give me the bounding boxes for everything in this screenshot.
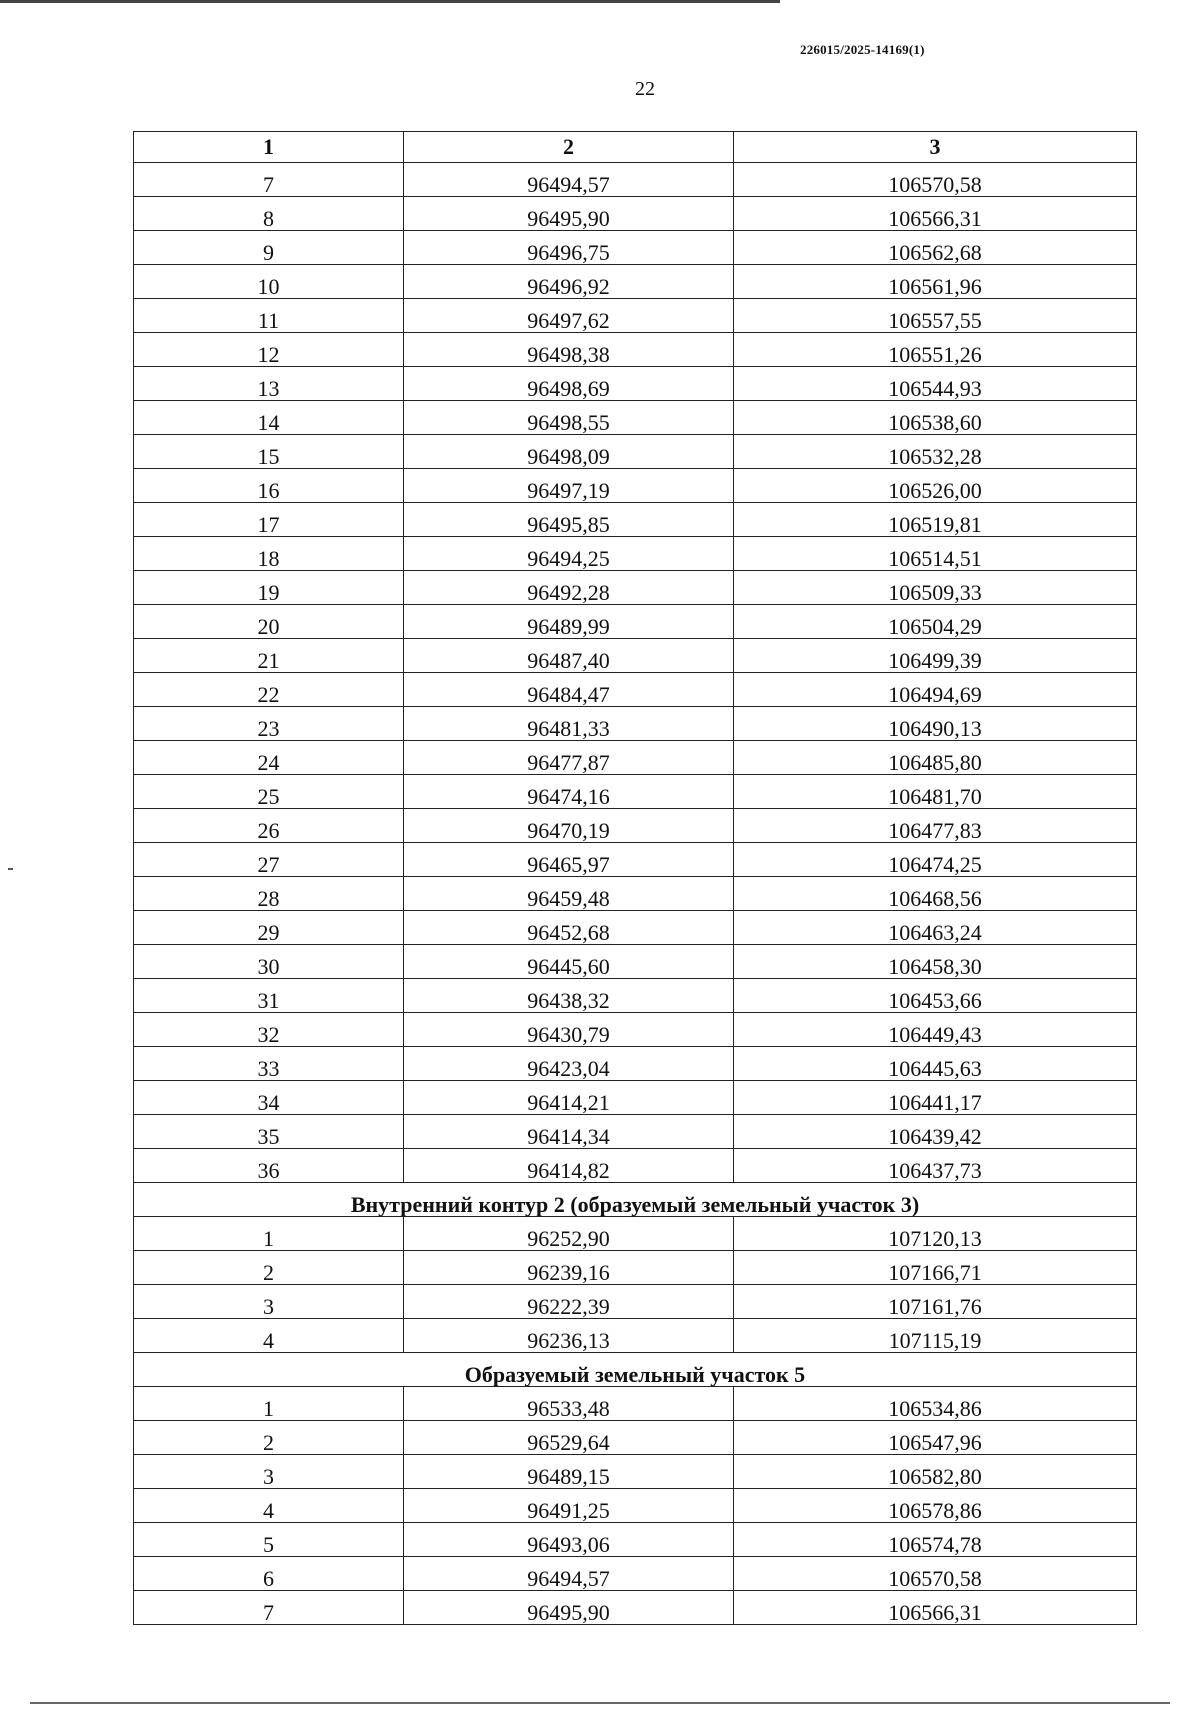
- coordinate-y-cell: 106458,30: [734, 945, 1137, 979]
- coordinate-x-cell: 96452,68: [404, 911, 734, 945]
- point-number-cell: 31: [134, 979, 404, 1013]
- coordinate-y-cell: 106534,86: [734, 1387, 1137, 1421]
- table-row: [134, 605, 1137, 639]
- table-row: [134, 163, 1137, 197]
- point-number-cell: 2: [134, 1421, 404, 1455]
- point-number-cell: 26: [134, 809, 404, 843]
- point-number-cell: 35: [134, 1115, 404, 1149]
- coordinate-x-cell: 96252,90: [404, 1217, 734, 1251]
- table-row: [134, 197, 1137, 231]
- point-number-cell: 12: [134, 333, 404, 367]
- table-row: [134, 231, 1137, 265]
- coordinate-y-cell: 106445,63: [734, 1047, 1137, 1081]
- document-number: 226015/2025-14169(1): [800, 42, 925, 57]
- coordinate-y-cell: 106557,55: [734, 299, 1137, 333]
- coordinate-x-cell: 96430,79: [404, 1013, 734, 1047]
- point-number-cell: 4: [134, 1489, 404, 1523]
- coordinate-y-cell: 106566,31: [734, 197, 1137, 231]
- coordinate-x-cell: 96239,16: [404, 1251, 734, 1285]
- point-number-cell: 32: [134, 1013, 404, 1047]
- coordinate-x-cell: 96236,13: [404, 1319, 734, 1353]
- coordinate-x-cell: 96496,75: [404, 231, 734, 265]
- table-row: [134, 741, 1137, 775]
- coordinate-y-cell: 107115,19: [734, 1319, 1137, 1353]
- coordinate-y-cell: 106449,43: [734, 1013, 1137, 1047]
- point-number-cell: 34: [134, 1081, 404, 1115]
- coordinate-x-cell: 96497,62: [404, 299, 734, 333]
- header-cell-1: 1: [134, 132, 404, 163]
- point-number-cell: 7: [134, 1591, 404, 1625]
- point-number-cell: 9: [134, 231, 404, 265]
- point-number-cell: 24: [134, 741, 404, 775]
- coordinate-x-cell: 96495,90: [404, 1591, 734, 1625]
- coordinate-y-cell: 106499,39: [734, 639, 1137, 673]
- table-row: [134, 673, 1137, 707]
- coordinate-y-cell: 106437,73: [734, 1149, 1137, 1183]
- point-number-cell: 30: [134, 945, 404, 979]
- table-row: [134, 299, 1137, 333]
- table-row: [134, 401, 1137, 435]
- header-cell-3: 3: [734, 132, 1137, 163]
- table-row: [134, 503, 1137, 537]
- page-number: 22: [635, 78, 655, 100]
- coordinate-y-cell: 106509,33: [734, 571, 1137, 605]
- point-number-cell: 19: [134, 571, 404, 605]
- coordinate-x-cell: 96459,48: [404, 877, 734, 911]
- coordinate-y-cell: 106453,66: [734, 979, 1137, 1013]
- coordinate-y-cell: 106551,26: [734, 333, 1137, 367]
- point-number-cell: 17: [134, 503, 404, 537]
- table-row: [134, 571, 1137, 605]
- coordinate-y-cell: 106561,96: [734, 265, 1137, 299]
- coordinate-y-cell: 106538,60: [734, 401, 1137, 435]
- point-number-cell: 10: [134, 265, 404, 299]
- point-number-cell: 11: [134, 299, 404, 333]
- coordinate-y-cell: 106485,80: [734, 741, 1137, 775]
- coordinate-x-cell: 96533,48: [404, 1387, 734, 1421]
- coordinate-x-cell: 96487,40: [404, 639, 734, 673]
- coordinate-x-cell: 96423,04: [404, 1047, 734, 1081]
- point-number-cell: 28: [134, 877, 404, 911]
- coordinate-y-cell: 106578,86: [734, 1489, 1137, 1523]
- coordinate-x-cell: 96492,28: [404, 571, 734, 605]
- table-row: [134, 1013, 1137, 1047]
- point-number-cell: 5: [134, 1523, 404, 1557]
- table-row: [134, 435, 1137, 469]
- table-row: [134, 979, 1137, 1013]
- point-number-cell: 23: [134, 707, 404, 741]
- coordinate-x-cell: 96497,19: [404, 469, 734, 503]
- coordinate-y-cell: 106519,81: [734, 503, 1137, 537]
- section-title-row: [134, 1353, 1137, 1387]
- coordinate-x-cell: 96438,32: [404, 979, 734, 1013]
- table-header: [134, 132, 1137, 163]
- table-row: [134, 1285, 1137, 1319]
- coordinate-y-cell: 106439,42: [734, 1115, 1137, 1149]
- point-number-cell: 36: [134, 1149, 404, 1183]
- point-number-cell: 3: [134, 1285, 404, 1319]
- table-row: [134, 843, 1137, 877]
- table-row: [134, 1523, 1137, 1557]
- table-row: [134, 775, 1137, 809]
- coordinate-y-cell: 106468,56: [734, 877, 1137, 911]
- point-number-cell: 29: [134, 911, 404, 945]
- coordinate-x-cell: 96494,25: [404, 537, 734, 571]
- table-row: [134, 1489, 1137, 1523]
- scan-bottom-edge-line: [30, 1702, 1170, 1704]
- point-number-cell: 20: [134, 605, 404, 639]
- coordinate-y-cell: 107166,71: [734, 1251, 1137, 1285]
- point-number-cell: 1: [134, 1387, 404, 1421]
- coordinate-y-cell: 106490,13: [734, 707, 1137, 741]
- coordinate-x-cell: 96529,64: [404, 1421, 734, 1455]
- table-row: [134, 945, 1137, 979]
- coordinate-x-cell: 96414,34: [404, 1115, 734, 1149]
- coordinate-x-cell: 96484,47: [404, 673, 734, 707]
- coordinate-x-cell: 96445,60: [404, 945, 734, 979]
- table-row: [134, 911, 1137, 945]
- table-row: [134, 639, 1137, 673]
- point-number-cell: 27: [134, 843, 404, 877]
- scan-margin-mark: [8, 868, 13, 870]
- table-row: [134, 1591, 1137, 1625]
- coordinate-x-cell: 96498,38: [404, 333, 734, 367]
- header-row: [134, 132, 1137, 163]
- coordinate-y-cell: 106532,28: [734, 435, 1137, 469]
- point-number-cell: 8: [134, 197, 404, 231]
- scan-top-edge-line: [0, 0, 780, 3]
- coordinate-y-cell: 106570,58: [734, 1557, 1137, 1591]
- table-row: [134, 265, 1137, 299]
- section-title: Образуемый земельный участок 5: [134, 1353, 1137, 1387]
- point-number-cell: 4: [134, 1319, 404, 1353]
- point-number-cell: 1: [134, 1217, 404, 1251]
- coordinate-y-cell: 106566,31: [734, 1591, 1137, 1625]
- table-row: [134, 1455, 1137, 1489]
- coordinate-y-cell: 106494,69: [734, 673, 1137, 707]
- coordinate-x-cell: 96222,39: [404, 1285, 734, 1319]
- coordinate-x-cell: 96465,97: [404, 843, 734, 877]
- table-body: [134, 163, 1137, 1625]
- table-row: [134, 809, 1137, 843]
- coordinate-x-cell: 96414,82: [404, 1149, 734, 1183]
- coordinate-y-cell: 106514,51: [734, 537, 1137, 571]
- table-row: [134, 333, 1137, 367]
- coordinate-x-cell: 96477,87: [404, 741, 734, 775]
- coordinate-y-cell: 106474,25: [734, 843, 1137, 877]
- coordinate-x-cell: 96498,55: [404, 401, 734, 435]
- point-number-cell: 13: [134, 367, 404, 401]
- coordinates-table: [133, 131, 1137, 1625]
- coordinate-y-cell: 106441,17: [734, 1081, 1137, 1115]
- coordinate-x-cell: 96489,99: [404, 605, 734, 639]
- point-number-cell: 6: [134, 1557, 404, 1591]
- point-number-cell: 18: [134, 537, 404, 571]
- coordinate-x-cell: 96470,19: [404, 809, 734, 843]
- table-row: [134, 1319, 1137, 1353]
- coordinate-y-cell: 106574,78: [734, 1523, 1137, 1557]
- coordinate-y-cell: 107120,13: [734, 1217, 1137, 1251]
- coordinate-x-cell: 96495,90: [404, 197, 734, 231]
- coordinate-x-cell: 96498,69: [404, 367, 734, 401]
- section-title: Внутренний контур 2 (образуемый земельный участок 3): [134, 1183, 1137, 1217]
- coordinate-x-cell: 96494,57: [404, 1557, 734, 1591]
- table-row: [134, 1217, 1137, 1251]
- coordinate-x-cell: 96489,15: [404, 1455, 734, 1489]
- table-row: [134, 1251, 1137, 1285]
- coordinate-x-cell: 96493,06: [404, 1523, 734, 1557]
- coordinate-y-cell: 106463,24: [734, 911, 1137, 945]
- coordinate-x-cell: 96491,25: [404, 1489, 734, 1523]
- table-row: [134, 1387, 1137, 1421]
- point-number-cell: 15: [134, 435, 404, 469]
- coordinate-x-cell: 96498,09: [404, 435, 734, 469]
- section-title-row: [134, 1183, 1137, 1217]
- coordinate-y-cell: 106477,83: [734, 809, 1137, 843]
- point-number-cell: 7: [134, 163, 404, 197]
- coordinate-y-cell: 106562,68: [734, 231, 1137, 265]
- table-row: [134, 1081, 1137, 1115]
- header-cell-2: 2: [404, 132, 734, 163]
- point-number-cell: 14: [134, 401, 404, 435]
- coordinate-x-cell: 96414,21: [404, 1081, 734, 1115]
- table-row: [134, 469, 1137, 503]
- coordinate-x-cell: 96474,16: [404, 775, 734, 809]
- point-number-cell: 33: [134, 1047, 404, 1081]
- coordinate-y-cell: 106504,29: [734, 605, 1137, 639]
- table-row: [134, 1149, 1137, 1183]
- table-row: [134, 1421, 1137, 1455]
- coordinate-y-cell: 106481,70: [734, 775, 1137, 809]
- coordinate-y-cell: 106570,58: [734, 163, 1137, 197]
- table-row: [134, 1557, 1137, 1591]
- point-number-cell: 25: [134, 775, 404, 809]
- table-row: [134, 367, 1137, 401]
- coordinate-x-cell: 96496,92: [404, 265, 734, 299]
- table-row: [134, 1115, 1137, 1149]
- coordinate-y-cell: 106526,00: [734, 469, 1137, 503]
- table-row: [134, 1047, 1137, 1081]
- coordinate-y-cell: 106547,96: [734, 1421, 1137, 1455]
- point-number-cell: 21: [134, 639, 404, 673]
- coordinate-y-cell: 106582,80: [734, 1455, 1137, 1489]
- point-number-cell: 22: [134, 673, 404, 707]
- coordinate-y-cell: 107161,76: [734, 1285, 1137, 1319]
- point-number-cell: 3: [134, 1455, 404, 1489]
- coordinate-x-cell: 96495,85: [404, 503, 734, 537]
- point-number-cell: 16: [134, 469, 404, 503]
- table-row: [134, 877, 1137, 911]
- table-row: [134, 537, 1137, 571]
- coordinate-y-cell: 106544,93: [734, 367, 1137, 401]
- coordinate-x-cell: 96481,33: [404, 707, 734, 741]
- coordinate-x-cell: 96494,57: [404, 163, 734, 197]
- point-number-cell: 2: [134, 1251, 404, 1285]
- table-row: [134, 707, 1137, 741]
